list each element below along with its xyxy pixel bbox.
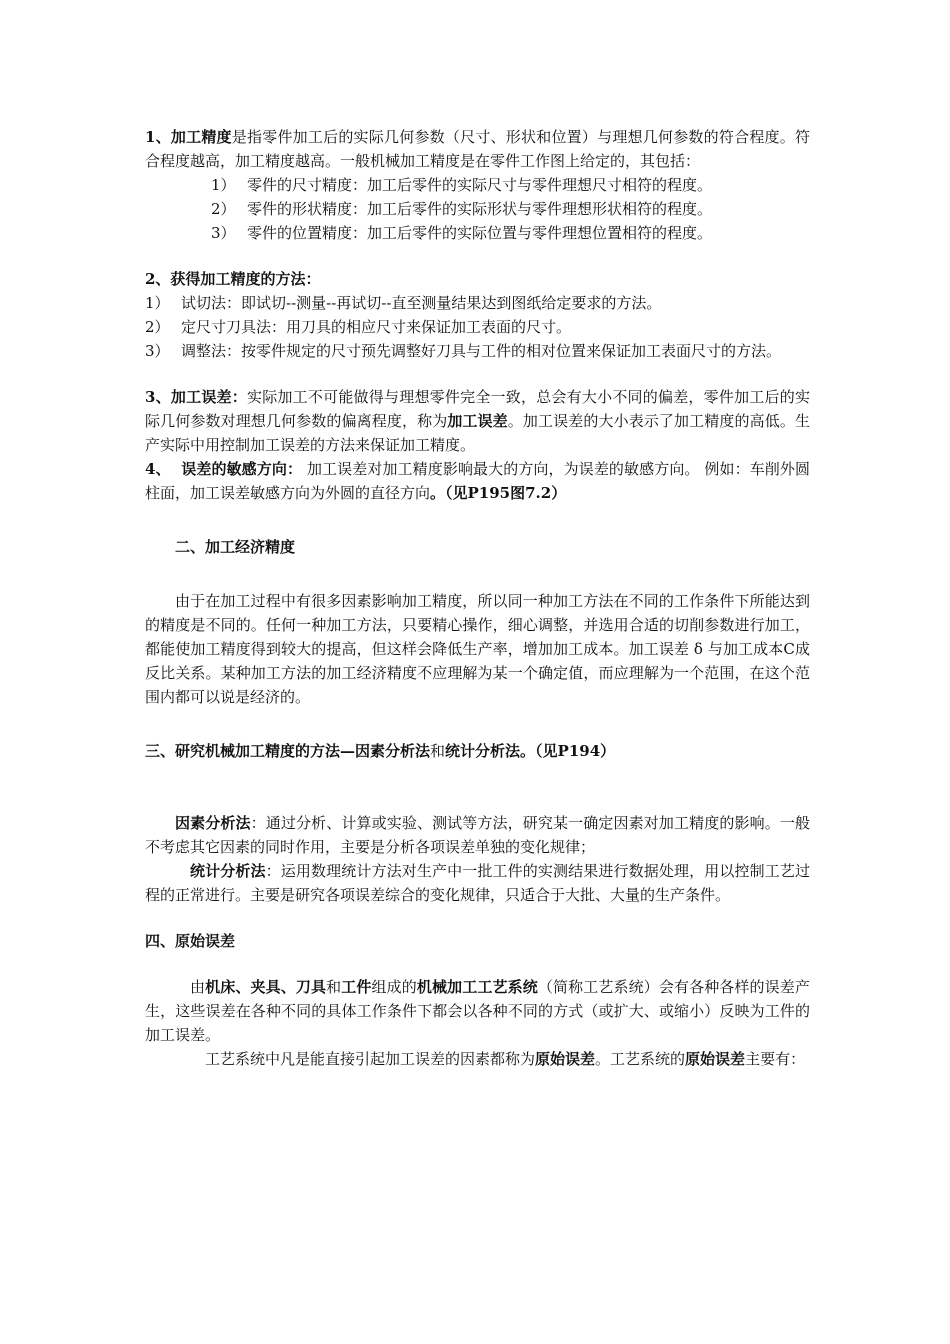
section-4-text: 加工误差对加工精度影响最大的方向，为误差的敏感方向。 例如：车削外圆柱面，加工误差敏感方向为外圆的直径方向 bbox=[145, 460, 810, 502]
list-item-text: 零件的位置精度：加工后零件的实际位置与零件理想位置相符的程度。 bbox=[247, 224, 713, 242]
factor-analysis-text: ：通过分析、计算或实验、测试等方法，研究某一确定因素对加工精度的影响。一般不考虑其它因素的同时作用，主要是分析各项误差单独的变化规律； bbox=[145, 814, 810, 856]
section-1-text: 是指零件加工后的实际几何参数（尺寸、形状和位置）与理想几何参数的符合程度。符合程度越高，加工精度越高。一般机械加工精度是在零件工作图上给定的，其包括： bbox=[145, 128, 810, 170]
section-1-label-prefix: 1、 bbox=[145, 128, 171, 146]
list-item-number: 1） bbox=[211, 176, 236, 194]
section-3-text-end: 。加工误差的大小表示了加工精度的高低。生产实际中用控制加工误差的方法来保证加工精度。 bbox=[145, 412, 810, 454]
document-page bbox=[145, 125, 810, 1071]
bold-term: 机械加工工艺系统 bbox=[416, 978, 538, 996]
method-heading bbox=[145, 739, 810, 763]
list-item bbox=[211, 221, 810, 245]
list-item-number: 2） bbox=[145, 318, 170, 336]
precision-types-list bbox=[145, 173, 810, 245]
list-item-text: 零件的形状精度：加工后零件的实际形状与零件理想形状相符的程度。 bbox=[247, 200, 713, 218]
section-4-ref: 。（见P195图7.2） bbox=[430, 484, 567, 502]
section-2-heading bbox=[145, 267, 810, 291]
section-3-bold-term: 加工误差 bbox=[447, 412, 508, 430]
section-4-label: 4、 误差的敏感方向： bbox=[145, 460, 303, 478]
list-item bbox=[211, 197, 810, 221]
bold-term: 原始误差 bbox=[685, 1050, 746, 1068]
list-item-text: 定尺寸刀具法：用刀具的相应尺寸来保证加工表面的尺寸。 bbox=[181, 318, 572, 336]
method-heading-and: 和 bbox=[430, 742, 446, 760]
bold-term: 机床、夹具、刀具 bbox=[205, 978, 327, 996]
text-run: 。工艺系统的 bbox=[595, 1050, 686, 1068]
section-3-text: 实际加工不可能做得与理想零件完全一致，总会有大小不同的偏差，零件加工后的实际几何参数对理想几何参数的偏离程度，称为 bbox=[145, 388, 810, 430]
list-item-text: 零件的尺寸精度：加工后零件的实际尺寸与零件理想尺寸相符的程度。 bbox=[247, 176, 713, 194]
section-4-paragraph bbox=[145, 457, 810, 505]
statistical-analysis-text: ：运用数理统计方法对生产中一批工件的实测结果进行数据处理，用以控制工艺过程的正常进行。主要是研究各项误差综合的变化规律，只适合于大批、大量的生产条件。 bbox=[145, 862, 810, 904]
list-item bbox=[145, 315, 810, 339]
list-item-text: 试切法：即试切--测量--再试切--直至测量结果达到图纸给定要求的方法。 bbox=[181, 294, 662, 312]
bold-term: 工件 bbox=[341, 978, 372, 996]
text-run: 工艺系统中凡是能直接引起加工误差的因素都称为 bbox=[205, 1050, 536, 1068]
list-item-number: 2） bbox=[211, 200, 236, 218]
original-error-paragraph-2 bbox=[145, 1047, 810, 1071]
original-error-heading bbox=[145, 929, 810, 953]
list-item bbox=[145, 291, 810, 315]
bold-term: 原始误差 bbox=[535, 1050, 596, 1068]
economic-precision-heading bbox=[145, 535, 810, 559]
text-run: （简称工艺系统）会有各种各样的误差产生，这些误差在各种不同的具体工作条件下都会以各种不同的方式（或扩大、或缩小）反映为工件的加工误差。 bbox=[145, 978, 810, 1044]
section-2-heading-text: 2、获得加工精度的方法： bbox=[145, 270, 321, 288]
statistical-analysis-label: 统计分析法 bbox=[190, 862, 266, 880]
economic-precision-paragraph: 由于在加工过程中有很多因素影响加工精度，所以同一种加工方法在不同的工作条件下所能达到的精度是不同的。任何一种加工方法，只要精心操作，细心调整，并选用合适的切削参数进行加工，都能使加工精度得到较大的提高，但这样会降低生产率，增加加工成本。加工误差 δ 与加工成本C成反比关系。某种加工方法的加工经济精度不应理解为某一个确定值，而应理解为一个范围，在这个范围内都可以说是经济的。 bbox=[145, 592, 810, 706]
factor-analysis-paragraph bbox=[145, 811, 810, 859]
text-run: 和 bbox=[326, 978, 342, 996]
list-item bbox=[145, 339, 810, 363]
section-1-paragraph bbox=[145, 125, 810, 173]
method-heading-ref: 。（见P194） bbox=[520, 742, 616, 760]
original-error-paragraph-1 bbox=[145, 975, 810, 1047]
text-run: 组成的 bbox=[371, 978, 417, 996]
list-item-text: 调整法：按零件规定的尺寸预先调整好刀具与工件的相对位置来保证加工表面尺寸的方法。 bbox=[181, 342, 782, 360]
method-heading-a: 三、研究机械加工精度的方法—因素分析法 bbox=[145, 742, 431, 760]
text-run: 由 bbox=[190, 978, 206, 996]
economic-precision-heading-text: 二、加工经济精度 bbox=[175, 538, 296, 556]
list-item-number: 3） bbox=[211, 224, 236, 242]
list-item-number: 1） bbox=[145, 294, 170, 312]
statistical-analysis-paragraph bbox=[145, 859, 810, 907]
section-3-label: 3、加工误差： bbox=[145, 388, 247, 406]
list-item-number: 3） bbox=[145, 342, 170, 360]
text-run: 主要有： bbox=[745, 1050, 806, 1068]
methods-list bbox=[145, 291, 810, 363]
section-1-label: 加工精度 bbox=[170, 128, 232, 146]
factor-analysis-label: 因素分析法 bbox=[175, 814, 251, 832]
original-error-heading-text: 四、原始误差 bbox=[145, 932, 236, 950]
method-heading-b: 统计分析法 bbox=[445, 742, 521, 760]
section-3-paragraph bbox=[145, 385, 810, 457]
list-item bbox=[211, 173, 810, 197]
